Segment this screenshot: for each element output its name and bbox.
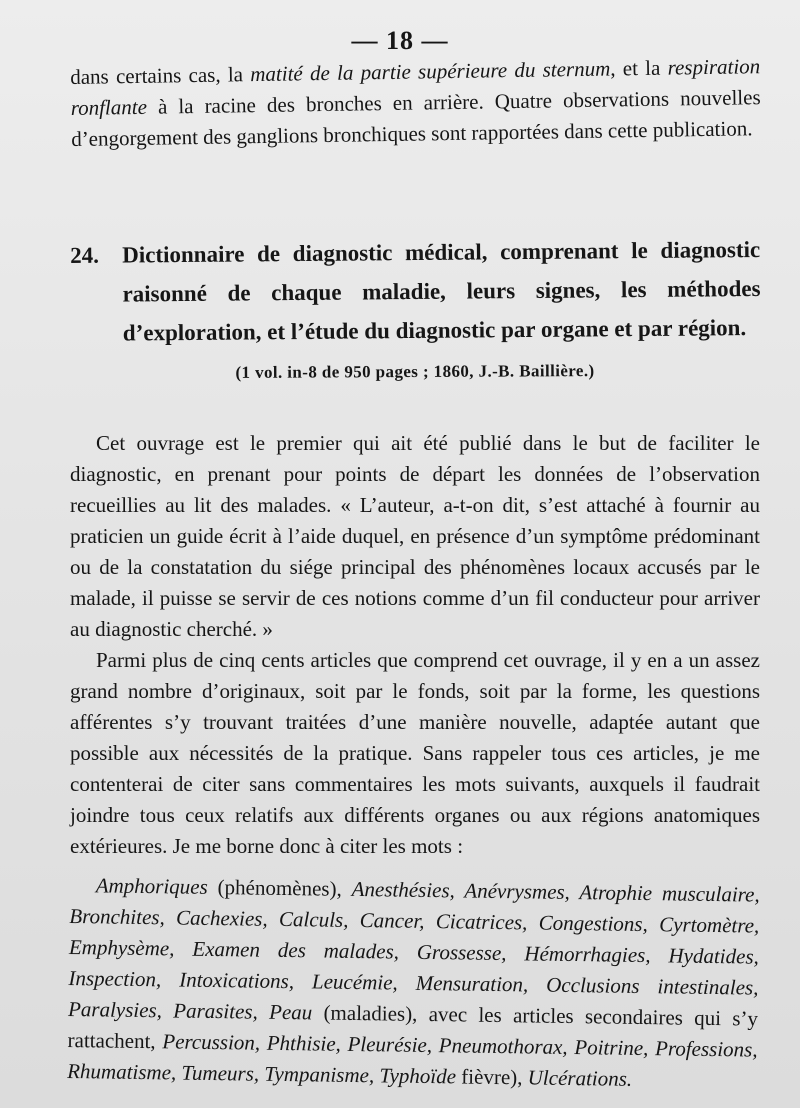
- keyword-list-part-1: Anesthésies, Anévrysmes, Atrophie musculaire, Bronchites, Cachexies, Calculs, Cancer, Cicatrices, Congestions, Cyrtomètre, Emphysème, Examen des malades, Grossesse, Hémorrhagies, Hydatides, Inspection, Intoxications, Leucémie, Mensuration, Occlusions intestinales, Paralysies, Parasites, Peau: [67, 876, 760, 1025]
- keyword-list-part-2: Percussion, Phthisie, Pleurésie, Pneumothorax, Poitrine, Professions, Rhumatisme, Tumeurs, Tympanisme, Typhoïde: [67, 1029, 758, 1089]
- continuation-text-part: dans certains cas, la: [70, 62, 251, 89]
- continuation-paragraph: [70, 51, 761, 155]
- entry-heading: [70, 230, 761, 353]
- entry-description: [67, 428, 760, 1091]
- bibliography-entry: [70, 230, 761, 353]
- entry-reference: (1 vol. in-8 de 950 pages ; 1860, J.-B. Baillière.): [235, 361, 595, 382]
- keyword-list: [67, 870, 760, 1097]
- italic-term-respiration: respiration ronflante: [70, 54, 761, 120]
- continuation-text-part: , et la: [610, 55, 668, 81]
- page-number: — 18 —: [351, 26, 449, 55]
- continuation-text: [70, 51, 761, 155]
- description-paragraph-1: Cet ouvrage est le premier qui ait été publié dans le but de faciliter le diagnostic, en prenant pour points de départ les données de l’observation recueillies au lit des malades. « L’auteur, a-t-on dit, s’est attaché à fournir au praticien un guide écrit à l’aide duquel, en présence d’un symptôme prédominant ou de la constatation du siége principal des phénomènes locaux accusés par le malade, il puisse se servir de ces notions comme d’un fil conducteur pour arriver au diagnostic cherché. »: [70, 431, 760, 641]
- description-paragraph-2: Parmi plus de cinq cents articles que comprend cet ouvrage, il y en a un assez grand nombre d’originaux, soit par le fonds, soit par la forme, les questions afférentes s’y trouvant traitées d’une manière nouvelle, adaptée autant que possible aux nécessités de la pratique. Sans rappeler tous ces articles, je me contenterai de citer sans commentaires les mots suivants, auxquels il faudrait joindre tous ceux relatifs aux différents organes ou aux régions anatomiques extérieures. Je me borne donc à citer les mots :: [70, 648, 760, 858]
- keyword-note: fièvre),: [455, 1064, 528, 1090]
- entry-title: Dictionnaire de diagnostic médical, comprenant le diagnostic raisonné de chaque maladie, leurs signes, les méthodes d’exploration, et l’étude du diagnostic par organe et par région.: [122, 236, 761, 346]
- keyword-note: (maladies), avec les articles secondaires qui s’y rattachent,: [67, 1000, 759, 1054]
- italic-term-matite: matité de la partie supérieure du sternum: [250, 56, 611, 87]
- keyword-note: (phénomènes),: [207, 874, 352, 901]
- entry-number: 24.: [70, 242, 100, 268]
- keyword-amphoriques: Amphoriques: [95, 873, 208, 899]
- continuation-text-part: à la racine des bronches en arrière. Quatre observations nouvelles d’engorgement des ganglions bronchiques sont rapportées dans cette publication.: [71, 85, 761, 151]
- keyword-ulcerations: Ulcérations.: [527, 1065, 633, 1091]
